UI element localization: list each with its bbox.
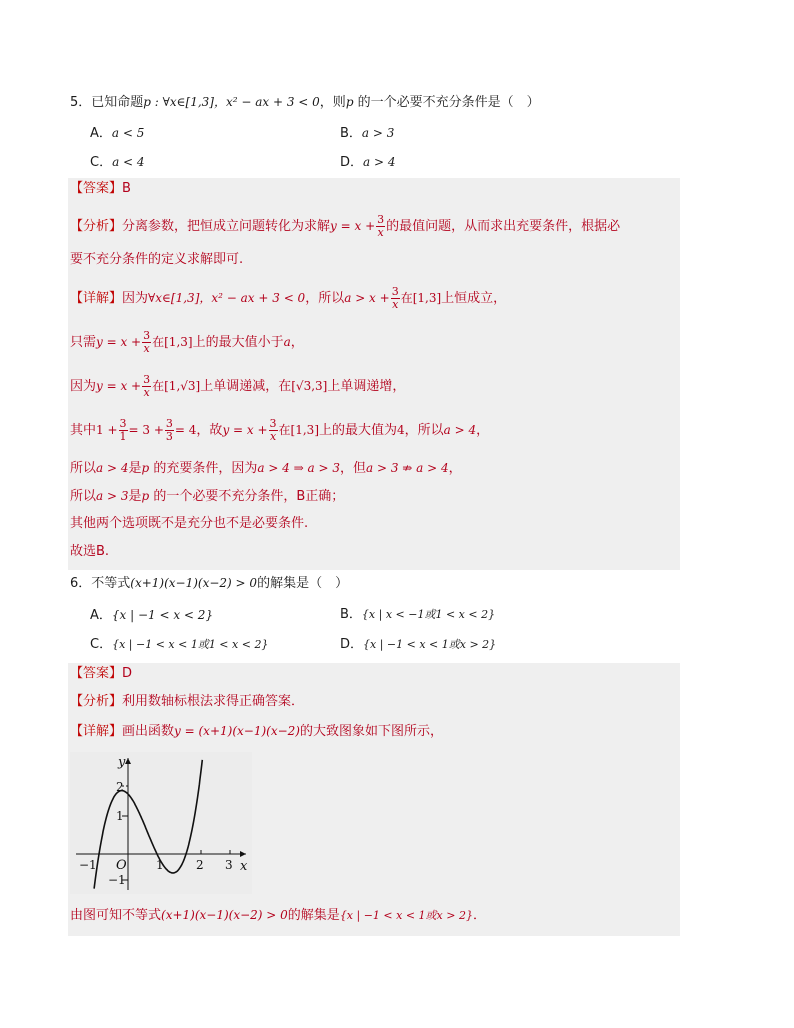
q6-stem-math: (x+1)(x−1)(x−2) > 0 xyxy=(130,576,258,590)
option-text: {x | x < −1或1 < x < 2} xyxy=(361,608,496,621)
answer-tag: 【答案】 xyxy=(70,666,123,681)
analysis-text-2: 的最值问题，从而求出充要条件，根据必 xyxy=(386,219,621,234)
detail-text: 因为 xyxy=(122,291,149,306)
conclusion-text: 由图可知不等式 xyxy=(70,908,162,923)
detail-text: 上单调递增， xyxy=(327,379,406,394)
option-letter: B． xyxy=(340,126,362,141)
q5-detail-line-7 xyxy=(70,514,308,534)
detail-text: ， xyxy=(448,461,462,476)
fraction-3-over-3: $\frac{3}{3}$ xyxy=(165,417,173,443)
detail-text: 因为 xyxy=(70,379,97,394)
option-text: a > 4 xyxy=(363,155,396,169)
q6-option-b xyxy=(340,605,495,625)
detail-text: ，但 xyxy=(339,461,366,476)
detail-math: 4 xyxy=(397,423,405,437)
detail-text: ， xyxy=(290,335,304,350)
q6-conclusion xyxy=(70,904,486,927)
option-letter: A． xyxy=(90,608,112,623)
detail-text: 的充要条件，因为 xyxy=(149,461,258,476)
answer-value: B xyxy=(122,181,131,196)
detail-text: ， xyxy=(476,423,490,438)
analysis-math: y = x + xyxy=(330,219,376,233)
option-letter: B． xyxy=(340,607,362,622)
conclusion-math: (x+1)(x−1)(x−2) > 0 xyxy=(161,908,288,922)
x-tick-neg1: −1 xyxy=(79,858,97,872)
y-axis-label: y xyxy=(118,755,126,770)
detail-text: 是 xyxy=(128,461,142,476)
detail-text: 的大致图象如下图所示， xyxy=(299,724,443,739)
q5-stem-text: 5．已知命题 xyxy=(70,95,144,110)
detail-text: 上的最大值为 xyxy=(319,423,398,438)
x-tick-2: 2 xyxy=(196,858,204,872)
fraction-3-over-x: $\frac{3}{x}$ xyxy=(377,213,385,239)
detail-math: y = (x+1)(x−1)(x−2) xyxy=(174,724,300,738)
detail-tag: 【详解】 xyxy=(70,291,123,306)
q5-stem-math: p : ∀x∈[1,3]，x² − ax + 3 < 0 xyxy=(143,95,320,109)
option-letter: C． xyxy=(90,637,113,652)
option-text: a < 4 xyxy=(112,155,145,169)
detail-math: 在[1,3] xyxy=(400,291,442,305)
q5-stem-text-2: ，则 xyxy=(319,95,346,110)
q5-detail-line-3 xyxy=(70,374,405,399)
function-graph-svg xyxy=(70,752,252,894)
detail-math: p xyxy=(141,489,150,503)
fraction-3-over-1: $\frac{3}{1}$ xyxy=(119,417,127,443)
q5-detail-line-8 xyxy=(70,542,109,562)
origin-label: O xyxy=(116,858,127,873)
x-axis-label: x xyxy=(240,859,248,874)
q5-answer xyxy=(70,179,131,199)
detail-text: ，故 xyxy=(196,423,223,438)
q6-option-c xyxy=(90,635,268,655)
q6-stem xyxy=(70,573,348,594)
q6-analysis xyxy=(70,692,304,712)
detail-text: 上的最大值小于 xyxy=(192,335,284,350)
conclusion-text: 的解集是 xyxy=(287,908,340,923)
conclusion-text: ． xyxy=(472,908,486,923)
q6-stem-text-2: 的解集是（ ） xyxy=(257,576,349,591)
detail-math: 在[1,√3] xyxy=(152,379,201,393)
analysis-text: 利用数轴标根法求得正确答案． xyxy=(122,694,305,709)
analysis-text-3: 要不充分条件的定义求解即可. xyxy=(70,252,244,267)
q5-stem-text-3: 的一个必要不充分条件是（ ） xyxy=(353,95,540,110)
detail-math: a > 3 ⇏ a > 4 xyxy=(366,461,449,475)
answer-value: D xyxy=(122,666,133,681)
q6-option-d xyxy=(340,635,496,655)
detail-math: a > 3 xyxy=(96,489,129,503)
detail-math: y = x + xyxy=(96,335,142,349)
detail-math: a > 4 ⇒ a > 3 xyxy=(257,461,340,475)
fraction-3-over-x: $\frac{3}{x}$ xyxy=(269,417,277,443)
option-letter: D． xyxy=(340,637,364,652)
q5-detail-line-4 xyxy=(70,418,489,443)
q5-option-a xyxy=(90,123,144,144)
analysis-text: 分离参数，把恒成立问题转化为求解 xyxy=(122,219,331,234)
detail-text: 是 xyxy=(128,489,142,504)
cubic-curve xyxy=(94,760,202,889)
q5-option-c xyxy=(90,152,145,173)
detail-math: 在[1,3] xyxy=(152,335,193,349)
q5-detail-line-6 xyxy=(70,486,344,507)
detail-text: ，所以 xyxy=(404,423,444,438)
detail-math: a > 4 xyxy=(96,461,129,475)
fraction-3-over-x: $\frac{3}{x}$ xyxy=(143,329,151,355)
detail-math: = 4 xyxy=(174,423,197,437)
q5-detail-line-2 xyxy=(70,330,304,355)
detail-math: a xyxy=(283,335,291,349)
detail-math: y = x + xyxy=(222,423,268,437)
y-tick-neg1: −1 xyxy=(108,873,126,887)
q5-stem xyxy=(70,92,540,113)
detail-text: ，所以 xyxy=(305,291,345,306)
x-tick-3: 3 xyxy=(225,858,233,872)
option-text: a < 5 xyxy=(111,126,145,140)
q5-detail-line-1 xyxy=(70,286,506,311)
detail-math: a > 4 xyxy=(443,423,477,437)
detail-text: 画出函数 xyxy=(122,724,175,739)
detail-math: a > x + xyxy=(344,291,390,305)
option-letter: D． xyxy=(340,155,364,170)
q6-answer xyxy=(70,664,132,684)
q5-option-d xyxy=(340,152,396,173)
y-axis-arrow xyxy=(125,758,131,764)
function-graph xyxy=(70,752,252,894)
analysis-tag: 【分析】 xyxy=(70,694,123,709)
detail-text: 故选B. xyxy=(70,544,110,559)
option-letter: A． xyxy=(90,126,112,141)
detail-text: 的一个必要不充分条件，B正确； xyxy=(149,489,345,504)
detail-math: ∀x∈[1,3]，x² − ax + 3 < 0 xyxy=(148,291,306,305)
q6-detail xyxy=(70,721,443,742)
x-axis-arrow xyxy=(240,851,246,857)
detail-math: 在[1,3] xyxy=(278,423,319,437)
detail-math: = 3 + xyxy=(128,423,164,437)
detail-text: 上单调递减，在 xyxy=(200,379,292,394)
q5-analysis-line-2 xyxy=(70,250,243,270)
option-text: a > 3 xyxy=(361,126,395,140)
detail-text: 其他两个选项既不是充分也不是必要条件. xyxy=(70,516,309,531)
q5-option-b xyxy=(340,123,394,144)
detail-text: 只需 xyxy=(70,335,97,350)
detail-tag: 【详解】 xyxy=(70,724,123,739)
detail-text: 所以 xyxy=(70,489,97,504)
option-letter: C． xyxy=(90,155,113,170)
option-text: {x | −1 < x < 2} xyxy=(111,608,214,622)
detail-math: [√3,3] xyxy=(291,379,328,393)
q5-detail-line-5 xyxy=(70,458,462,479)
detail-math: p xyxy=(141,461,150,475)
q6-option-a xyxy=(90,605,213,626)
option-text: {x | −1 < x < 1或1 < x < 2} xyxy=(112,638,269,651)
analysis-tag: 【分析】 xyxy=(70,219,123,234)
x-tick-1: 1 xyxy=(156,858,164,872)
detail-math: y = x + xyxy=(96,379,142,393)
fraction-3-over-x: $\frac{3}{x}$ xyxy=(143,373,151,399)
q5-stem-p: p xyxy=(345,95,354,109)
fraction-3-over-x: $\frac{3}{x}$ xyxy=(391,285,399,311)
q6-stem-text: 6．不等式 xyxy=(70,576,131,591)
conclusion-math: {x | −1 < x < 1或x > 2} xyxy=(339,909,473,922)
answer-tag: 【答案】 xyxy=(70,181,123,196)
detail-math: 1 + xyxy=(96,423,118,437)
detail-text: 上恒成立， xyxy=(441,291,507,306)
detail-text: 其中 xyxy=(70,423,97,438)
detail-text: 所以 xyxy=(70,461,97,476)
y-tick-1: 1 xyxy=(116,809,124,823)
y-tick-2: 2 xyxy=(116,780,124,794)
q5-analysis-line-1 xyxy=(70,214,620,239)
option-text: {x | −1 < x < 1或x > 2} xyxy=(363,638,497,651)
